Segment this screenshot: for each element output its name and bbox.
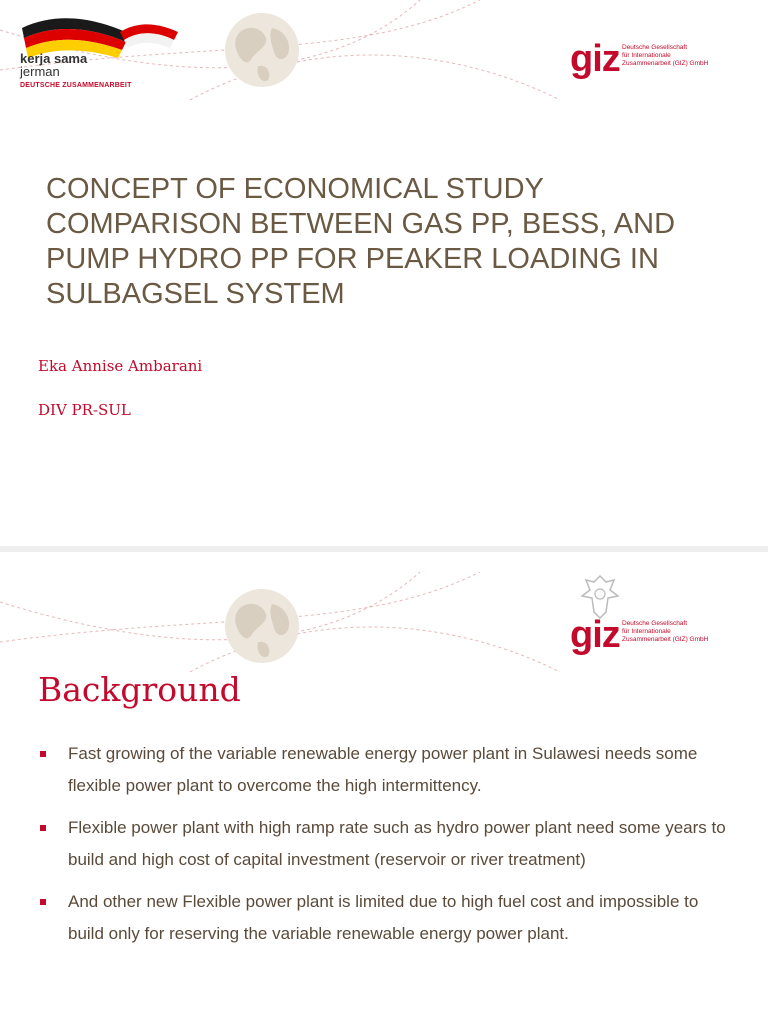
bullet-text: Fast growing of the variable renewable energy power plant in Sulawesi needs some flexible power plant to overcome the high intermittency. — [68, 744, 698, 795]
giz-logo — [570, 38, 709, 80]
giz-org-name: Deutsche Gesellschaft für Internationale Zusammenarbeit (GIZ) GmbH — [622, 44, 709, 67]
globe-icon — [222, 10, 302, 90]
giz-mark: giz — [570, 38, 620, 80]
giz-org-name: Deutsche Gesellschaft für Internationale Zusammenarbeit (GIZ) GmbH — [622, 620, 709, 643]
division-label: DIV PR-SUL — [38, 401, 131, 419]
title-line: SULBAGSEL SYSTEM — [46, 278, 345, 310]
title-line: COMPARISON BETWEEN GAS PP, BESS, AND — [46, 208, 676, 240]
giz-logo — [570, 614, 709, 656]
slide-title — [46, 172, 726, 312]
bullet-square-icon — [40, 825, 46, 831]
background-slide — [0, 552, 768, 1024]
globe-icon — [222, 586, 302, 666]
logo-line3: DEUTSCHE ZUSAMMENARBEIT — [20, 82, 132, 89]
bullet-square-icon — [40, 899, 46, 905]
bullet-list — [38, 738, 738, 960]
list-item — [38, 812, 738, 876]
slide-heading: Background — [38, 670, 241, 709]
logo-line2: jerman — [20, 64, 60, 79]
bullet-text: And other new Flexible power plant is limited due to high fuel cost and impossible to build only for reserving the variable renewable energy power plant. — [68, 892, 699, 943]
bullet-square-icon — [40, 751, 46, 757]
list-item — [38, 738, 738, 802]
giz-mark: giz — [570, 614, 620, 656]
bullet-text: Flexible power plant with high ramp rate such as hydro power plant need some years to build and high cost of capital investment (reservoir or river treatment) — [68, 818, 726, 869]
title-line: CONCEPT OF ECONOMICAL STUDY — [46, 173, 544, 205]
list-item — [38, 886, 738, 950]
author-name: Eka Annise Ambarani — [38, 357, 203, 375]
title-line: PUMP HYDRO PP FOR PEAKER LOADING IN — [46, 243, 659, 275]
logo-line1: kerja sama — [20, 51, 88, 66]
kerja-sama-jerman-logo — [20, 10, 180, 100]
